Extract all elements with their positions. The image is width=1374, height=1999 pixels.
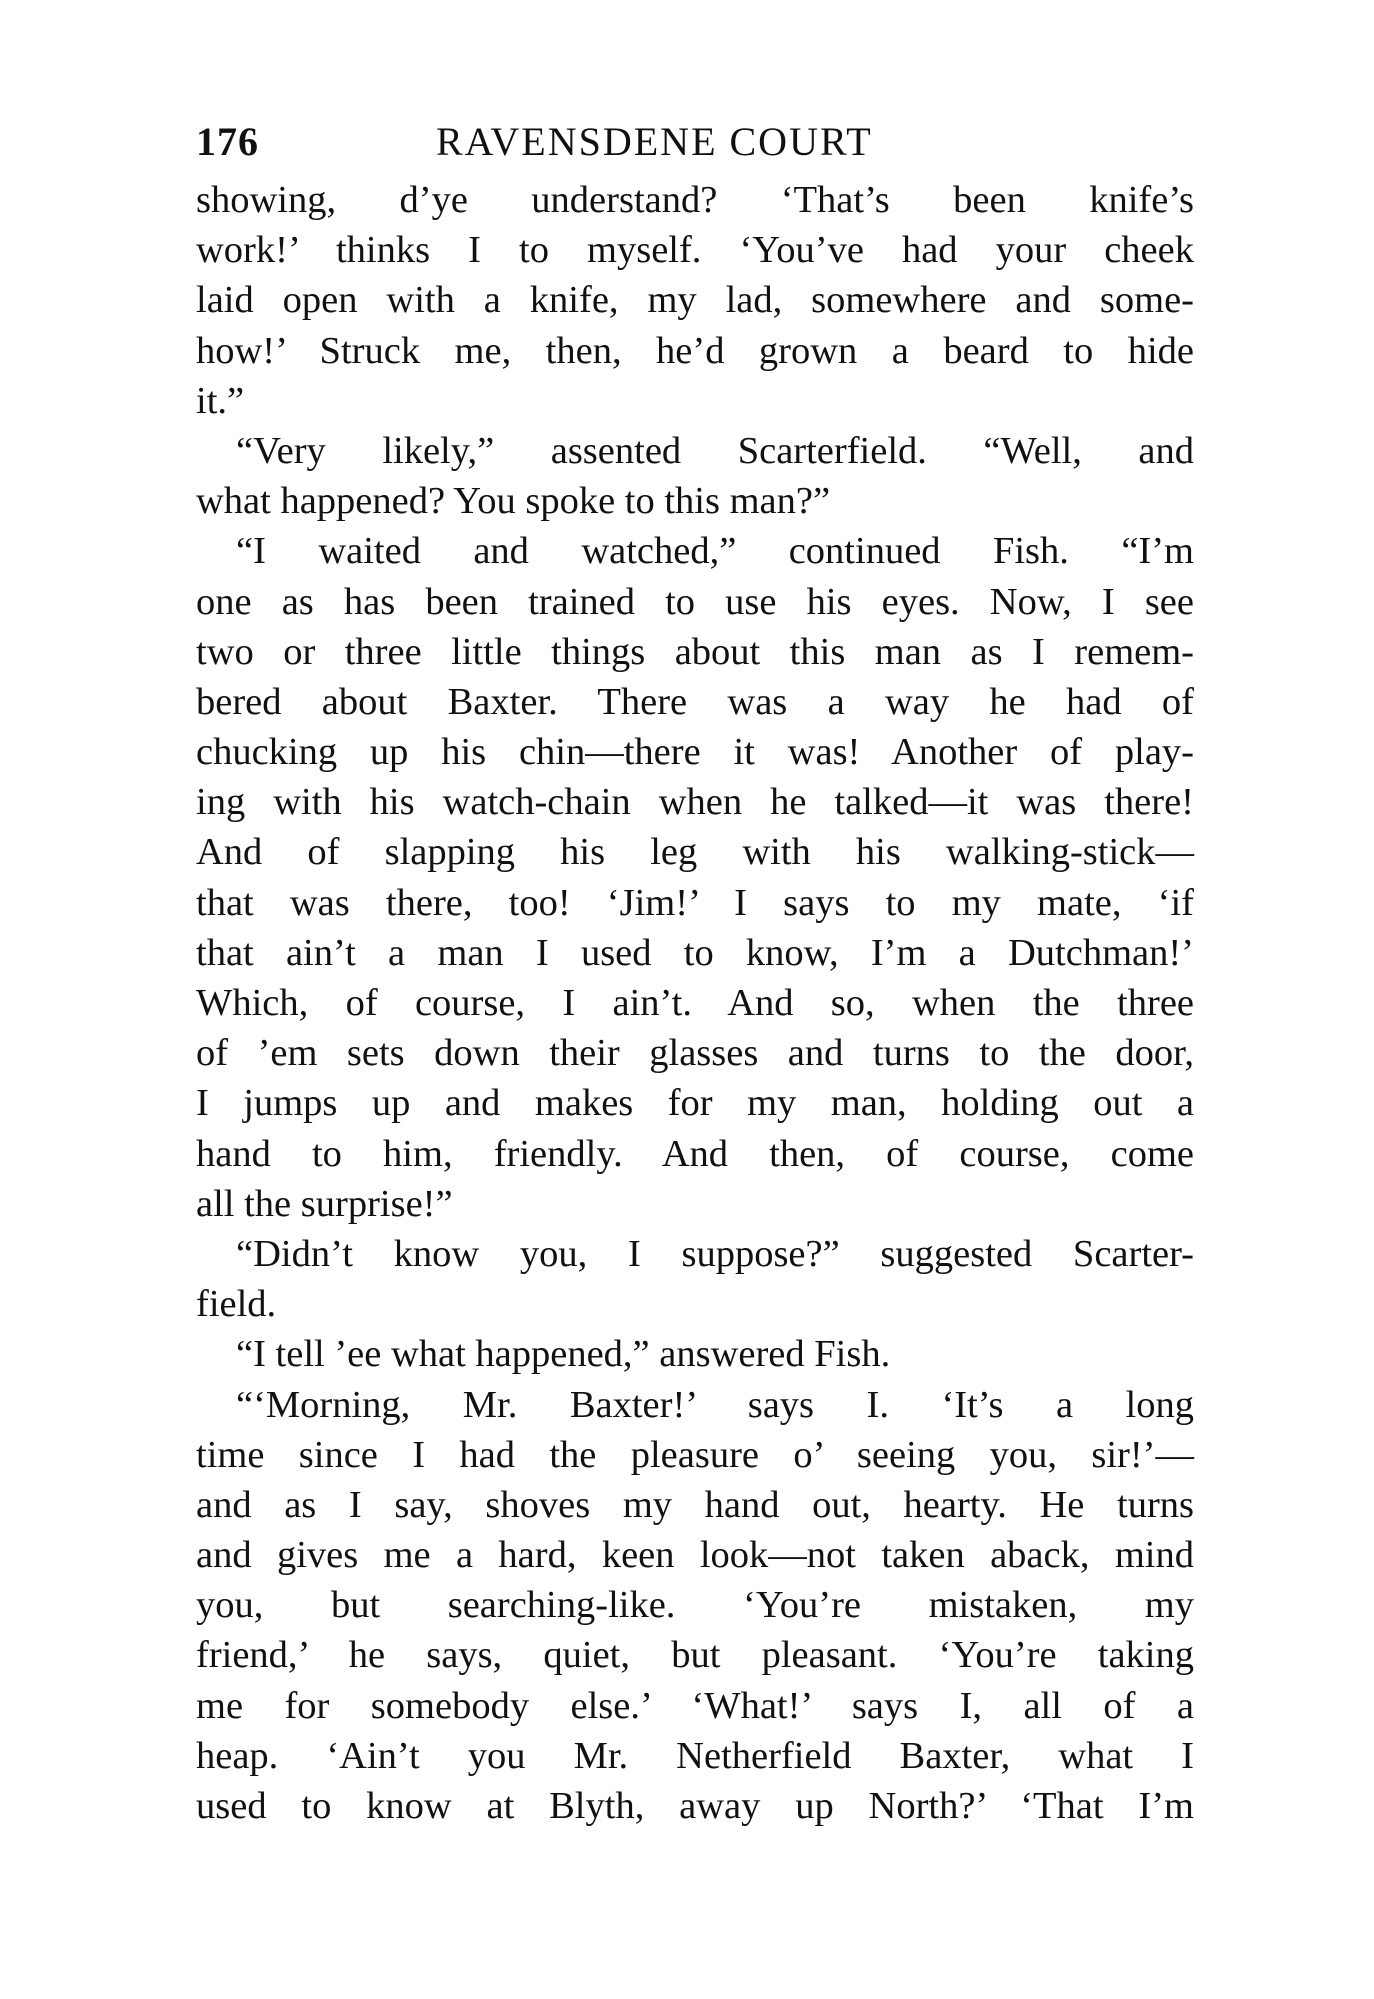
text-line: “Very likely,” assented Scarterfield. “Well, and (236, 429, 1194, 472)
text-line: And of slapping his leg with his walking-stick— (196, 831, 1194, 874)
text-line: ing with his watch-chain when he talked—it was there! (196, 781, 1194, 824)
text-line: “‘Morning, Mr. Baxter!’ says I. ‘It’s a long (236, 1383, 1194, 1426)
text-line: used to know at Blyth, away up North?’ ‘That I’m (196, 1785, 1194, 1827)
text-line: two or three little things about this man as I remem- (196, 630, 1194, 673)
text-line: how!’ Struck me, then, he’d grown a beard to hide (196, 329, 1194, 372)
text-line: friend,’ he says, quiet, but pleasant. ‘You’re taking (196, 1634, 1194, 1677)
text-line: laid open with a knife, my lad, somewhere and some- (196, 279, 1194, 322)
text-line: of ’em sets down their glasses and turns to the door, (196, 1032, 1194, 1075)
text-line: “I tell ’ee what happened,” answered Fish. (236, 1333, 891, 1376)
text-line: I jumps up and makes for my man, holding out a (196, 1082, 1194, 1125)
text-line: “I waited and watched,” continued Fish. “I’m (236, 530, 1194, 573)
text-line: and as I say, shoves my hand out, hearty. He turns (196, 1483, 1194, 1526)
text-line: heap. ‘Ain’t you Mr. Netherfield Baxter, what I (196, 1734, 1194, 1777)
text-line: chucking up his chin—there it was! Another of play- (196, 731, 1194, 774)
text-line: that ain’t a man I used to know, I’m a Dutchman!’ (196, 931, 1194, 974)
text-line: showing, d’ye understand? ‘That’s been knife’s (196, 179, 1194, 221)
text-line: bered about Baxter. There was a way he had of (196, 680, 1194, 723)
text-line: it.” (196, 379, 245, 422)
running-title: RAVENSDENE COURT (436, 119, 873, 164)
text-line: you, but searching-like. ‘You’re mistaken, my (196, 1584, 1194, 1627)
text-line: Which, of course, I ain’t. And so, when the three (196, 982, 1194, 1024)
text-line: and gives me a hard, keen look—not taken aback, mind (196, 1534, 1194, 1577)
text-line: all the surprise!” (196, 1182, 453, 1225)
text-line: hand to him, friendly. And then, of course, come (196, 1132, 1194, 1175)
text-line: field. (196, 1283, 277, 1326)
text-line: one as has been trained to use his eyes. Now, I see (196, 580, 1194, 623)
text-line: me for somebody else.’ ‘What!’ says I, all of a (196, 1684, 1194, 1727)
body-text (196, 175, 1194, 1831)
text-line: work!’ thinks I to myself. ‘You’ve had your cheek (196, 229, 1194, 272)
page-header (196, 118, 1196, 168)
text-line: time since I had the pleasure o’ seeing you, sir!’— (196, 1433, 1194, 1476)
text-line: “Didn’t know you, I suppose?” suggested Scarter- (236, 1232, 1194, 1275)
text-line: that was there, too! ‘Jim!’ I says to my mate, ‘if (196, 881, 1194, 924)
page-number: 176 (196, 119, 259, 164)
text-line: what happened? You spoke to this man?” (196, 480, 831, 523)
